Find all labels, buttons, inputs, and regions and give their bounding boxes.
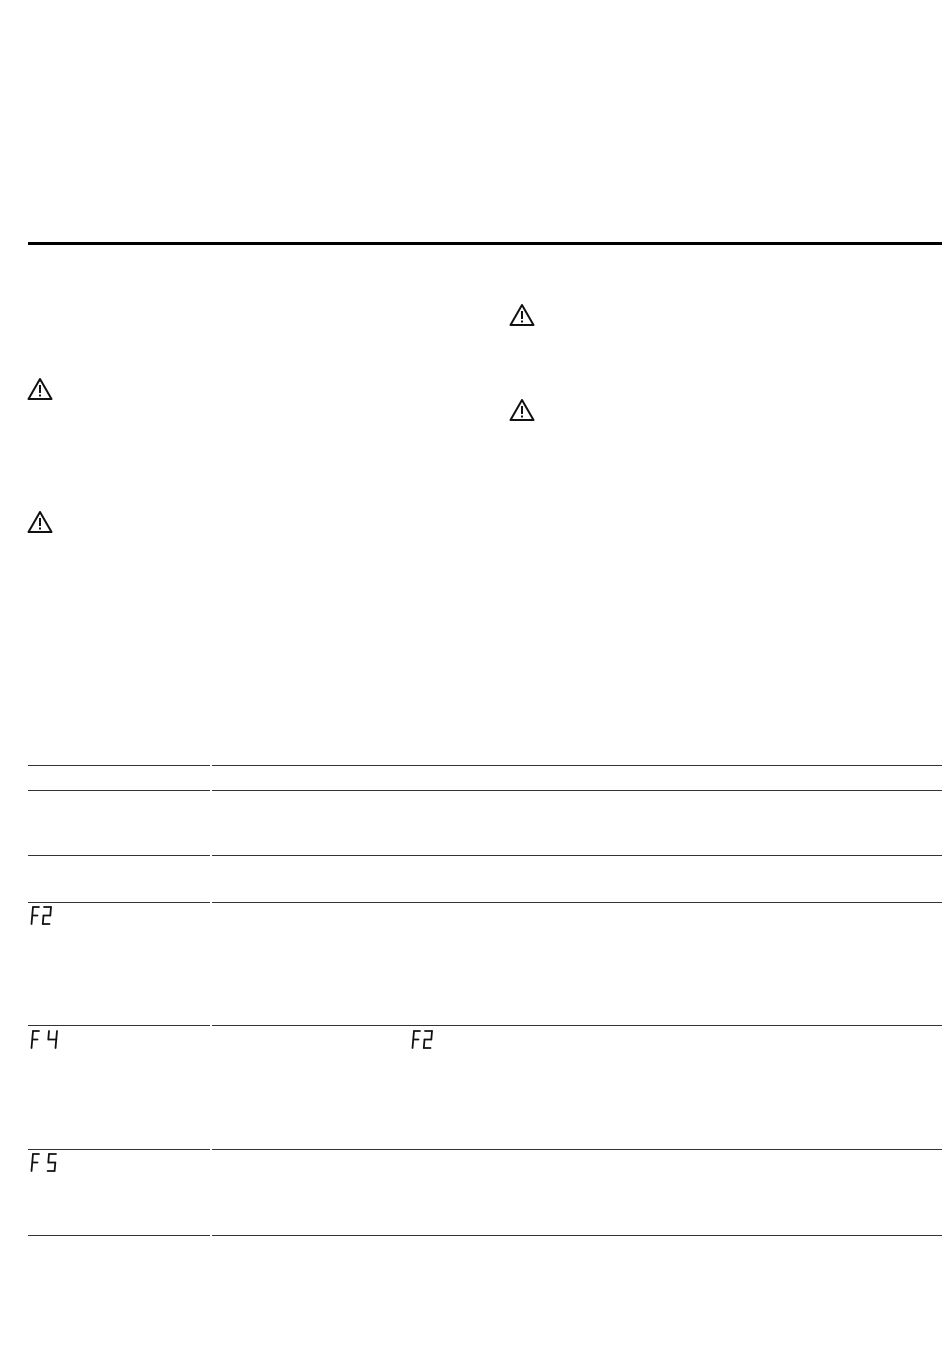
warning-triangle-icon	[27, 510, 53, 534]
seven-segment-f5-icon	[29, 1152, 61, 1174]
warning-triangle-icon	[27, 377, 53, 401]
seven-segment-f4-icon	[29, 1029, 61, 1051]
warning-triangle-icon	[509, 398, 535, 422]
table-rule	[212, 765, 942, 766]
error-code-f4	[29, 1029, 61, 1051]
table-rule	[28, 902, 210, 903]
table-rule	[28, 790, 210, 791]
error-code-ref-f2	[410, 1029, 436, 1051]
error-code-f2	[29, 905, 55, 927]
section-header-rule	[28, 242, 942, 245]
table-rule	[212, 855, 942, 856]
error-code-f5	[29, 1152, 61, 1174]
table-rule	[212, 1149, 942, 1150]
table-rule	[28, 1235, 210, 1236]
table-rule	[28, 1149, 210, 1150]
table-rule	[212, 790, 942, 791]
table-rule	[212, 1025, 942, 1026]
table-rule	[212, 1235, 942, 1236]
seven-segment-f2-icon	[410, 1029, 436, 1051]
table-rule	[28, 765, 210, 766]
seven-segment-f2-icon	[29, 905, 55, 927]
warning-triangle-icon	[509, 303, 535, 327]
table-rule	[28, 855, 210, 856]
table-rule	[212, 902, 942, 903]
table-rule	[28, 1025, 210, 1026]
